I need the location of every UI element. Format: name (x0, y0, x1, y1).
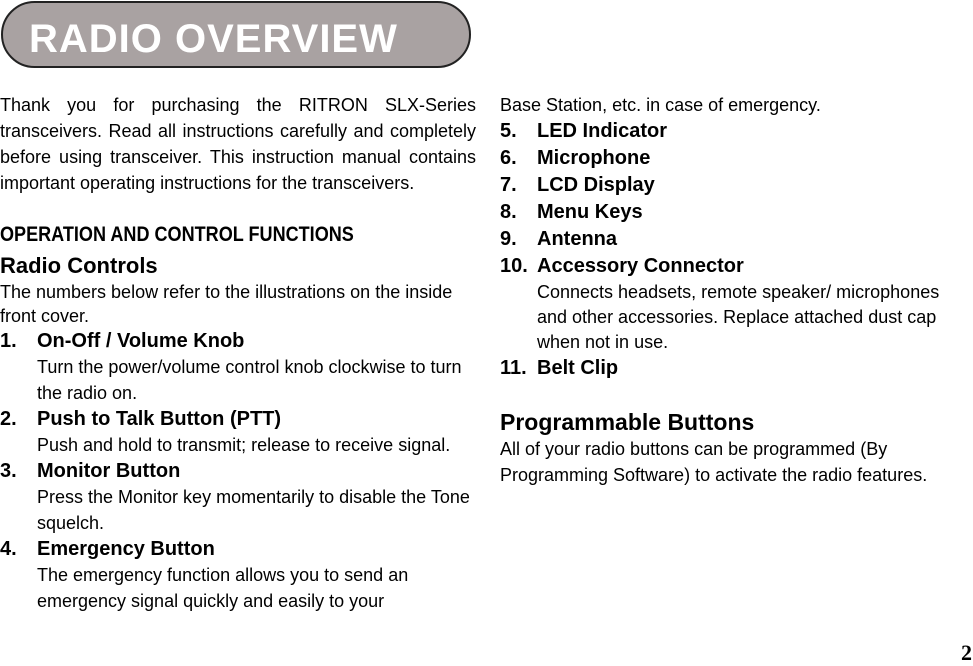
section-heading: OPERATION AND CONTROL FUNCTIONS (0, 223, 354, 246)
item-title: Menu Keys (537, 201, 643, 223)
list-item (500, 355, 966, 382)
item-number: 8. (500, 201, 517, 223)
item-number: 1. (0, 330, 17, 352)
programmable-buttons-heading: Programmable Buttons (500, 409, 755, 435)
list-item (500, 145, 966, 172)
item-description: The emergency function allows you to send an emergency signal quickly and easily to your (37, 565, 409, 611)
list-item (0, 536, 476, 614)
item-description: Turn the power/volume control knob clockwise to turn the radio on. (37, 357, 462, 403)
item-number: 7. (500, 174, 517, 196)
item-number: 4. (0, 538, 17, 560)
page-title: RADIO OVERVIEW (29, 17, 398, 61)
list-item (500, 118, 966, 145)
item-title: Push to Talk Button (PTT) (37, 408, 282, 430)
item-number: 10. (500, 255, 528, 277)
item-title: LED Indicator (537, 120, 668, 142)
item-number: 2. (0, 408, 17, 430)
item-title: Belt Clip (537, 357, 619, 379)
list-item (500, 199, 966, 226)
continuation-text: Base Station, etc. in case of emergency. (500, 95, 821, 115)
radio-controls-heading: Radio Controls (0, 253, 158, 278)
item-number: 3. (0, 460, 17, 482)
header-banner (1, 1, 471, 68)
programmable-buttons-text: All of your radio buttons can be programmed (By Programming Software) to activate the radio features. (500, 439, 928, 485)
list-item (0, 328, 476, 406)
list-item (500, 226, 966, 253)
item-description: Push and hold to transmit; release to receive signal. (37, 435, 451, 455)
item-title: Monitor Button (37, 460, 181, 482)
left-column (0, 92, 476, 614)
item-number: 6. (500, 147, 517, 169)
item-title: Emergency Button (37, 538, 215, 560)
item-title: On-Off / Volume Knob (37, 330, 245, 352)
item-description: Connects headsets, remote speaker/ microphones and other accessories. Replace attached dust cap when not in use. (537, 282, 940, 352)
item-number: 9. (500, 228, 517, 250)
intro-paragraph: Thank you for purchasing the RITRON SLX-Series transceivers. Read all instructions carefully and completely before using transceiver. This instruction manual contains important operating instructions for the transceivers. (0, 95, 476, 193)
item-number: 11. (500, 357, 527, 379)
item-title: Accessory Connector (537, 255, 744, 277)
item-title: Microphone (537, 147, 651, 169)
list-item (500, 253, 966, 355)
list-item (500, 172, 966, 199)
item-description: Press the Monitor key momentarily to disable the Tone squelch. (37, 487, 470, 533)
item-title: Antenna (537, 228, 617, 250)
page-number: 2 (961, 640, 972, 665)
radio-controls-intro: The numbers below refer to the illustrations on the inside front cover. (0, 282, 453, 326)
list-item (0, 458, 476, 536)
list-item (0, 406, 476, 458)
item-number: 5. (500, 120, 517, 142)
item-title: LCD Display (537, 174, 655, 196)
right-column (500, 92, 966, 488)
